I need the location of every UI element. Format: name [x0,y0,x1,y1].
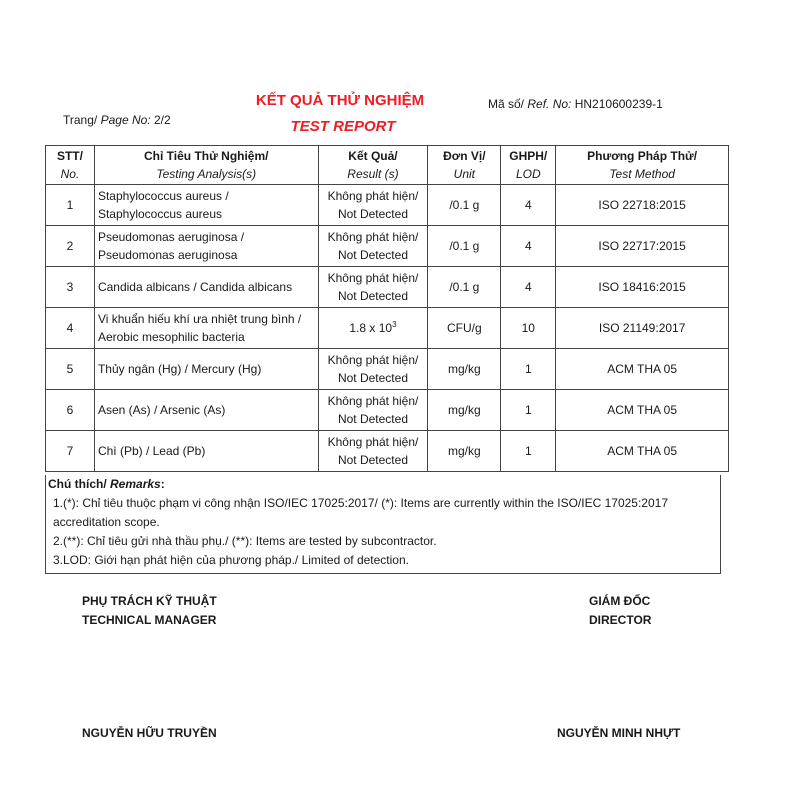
cell-result: 1.8 x $10^3$ [318,308,428,349]
director-title-en: DIRECTOR [589,613,652,627]
remark-line-1: 1.(*): Chỉ tiêu thuộc phạm vi công nhận ISO/IEC 17025:2017/ (*): Items are currently within the ISO/IEC 17025:2017 [53,496,668,510]
table-row [46,185,729,226]
cell-no: 2 [46,226,95,267]
table-row [46,349,729,390]
remarks-box [45,475,721,574]
cell-result: Không phát hiện/ Not Detected [318,185,428,226]
cell-analysis: Chì (Pb) / Lead (Pb) [94,431,318,472]
cell-method: ACM THA 05 [556,390,729,431]
cell-result: Không phát hiện/ Not Detected [318,431,428,472]
cell-no: 6 [46,390,95,431]
cell-lod: 1 [501,349,556,390]
cell-analysis: Thủy ngân (Hg) / Mercury (Hg) [94,349,318,390]
ref-number [488,97,663,111]
cell-method: ISO 22717:2015 [556,226,729,267]
ref-value: HN210600239-1 [574,97,663,111]
col-header-method: Phương Pháp Thử/ Test Method [556,146,729,185]
cell-lod: 1 [501,390,556,431]
remark-line-1-cont: accreditation scope. [53,515,160,529]
cell-unit: mg/kg [428,349,501,390]
report-title-en: TEST REPORT [290,118,396,135]
page-number [63,113,171,127]
cell-analysis: Asen (As) / Arsenic (As) [94,390,318,431]
cell-method: ACM THA 05 [556,431,729,472]
col-header-result: Kết Quả/ Result (s) [318,146,428,185]
remark-line-2: 2.(**): Chỉ tiêu gửi nhà thầu phụ./ (**): Items are tested by subcontractor. [53,534,437,548]
director-block [589,592,651,630]
cell-analysis: Vi khuẩn hiếu khí ưa nhiệt trung bình / Aerobic mesophilic bacteria [94,308,318,349]
ref-label-en: Ref. No: [527,97,572,111]
director-name: NGUYỄN MINH NHỰT [557,726,681,740]
cell-no: 3 [46,267,95,308]
cell-unit: mg/kg [428,431,501,472]
remark-line-3: 3.LOD: Giới hạn phát hiện của phương pháp./ Limited of detection. [53,553,409,567]
page-label-vi: Trang/ [63,113,98,127]
cell-result: Không phát hiện/ Not Detected [318,349,428,390]
cell-method: ISO 22718:2015 [556,185,729,226]
cell-result: Không phát hiện/ Not Detected [318,390,428,431]
results-table [45,145,729,472]
director-title-vi: GIÁM ĐỐC [589,594,651,608]
cell-result: Không phát hiện/ Not Detected [318,267,428,308]
cell-lod: 4 [501,226,556,267]
cell-no: 7 [46,431,95,472]
col-header-analysis: Chỉ Tiêu Thử Nghiệm/ Testing Analysis(s) [94,146,318,185]
cell-method: ISO 18416:2015 [556,267,729,308]
col-header-unit: Đơn Vị/ Unit [428,146,501,185]
cell-analysis: Staphylococcus aureus / Staphylococcus aureus [94,185,318,226]
cell-unit: /0.1 g [428,267,501,308]
ref-label-vi: Mã số/ [488,97,525,111]
technical-manager-block [82,592,217,630]
cell-no: 1 [46,185,95,226]
page-label-en: Page No: [100,113,151,127]
cell-lod: 4 [501,267,556,308]
technical-manager-title-en: TECHNICAL MANAGER [82,613,217,627]
cell-method: ISO 21149:2017 [556,308,729,349]
cell-no: 4 [46,308,95,349]
cell-unit: mg/kg [428,390,501,431]
remarks-heading: Chú thích/ Remarks: [48,477,165,491]
cell-unit: CFU/g [428,308,501,349]
cell-method: ACM THA 05 [556,349,729,390]
cell-lod: 4 [501,185,556,226]
technical-manager-name: NGUYỄN HỮU TRUYỀN [82,726,217,740]
table-row [46,226,729,267]
cell-result: Không phát hiện/ Not Detected [318,226,428,267]
cell-analysis: Pseudomonas aeruginosa / Pseudomonas aeruginosa [94,226,318,267]
table-row [46,431,729,472]
table-row [46,267,729,308]
cell-analysis: Candida albicans / Candida albicans [94,267,318,308]
cell-unit: /0.1 g [428,185,501,226]
report-title-vi: KẾT QUẢ THỬ NGHIỆM [255,92,425,109]
table-row [46,390,729,431]
cell-no: 5 [46,349,95,390]
cell-lod: 10 [501,308,556,349]
cell-unit: /0.1 g [428,226,501,267]
technical-manager-title-vi: PHỤ TRÁCH KỸ THUẬT [82,594,217,608]
page-value: 2/2 [153,113,171,127]
table-row [46,308,729,349]
col-header-no: STT/ No. [46,146,95,185]
table-header-row [46,146,729,185]
cell-lod: 1 [501,431,556,472]
col-header-lod: GHPH/ LOD [501,146,556,185]
